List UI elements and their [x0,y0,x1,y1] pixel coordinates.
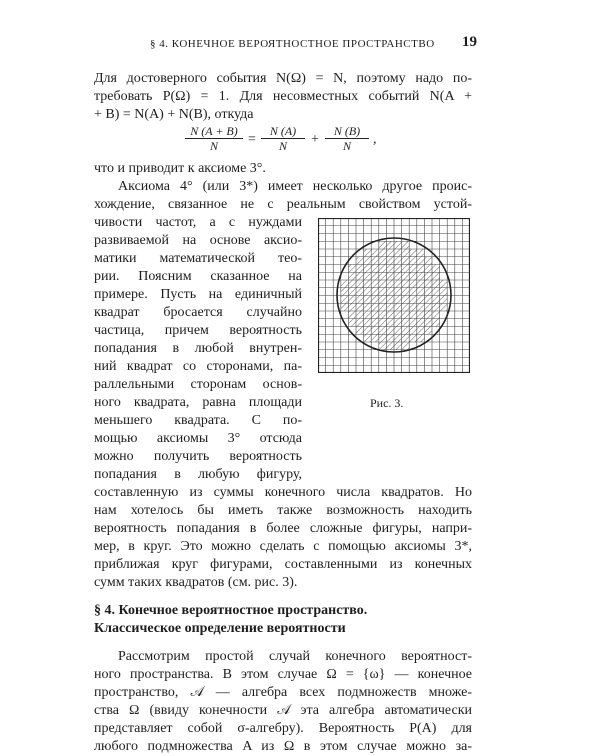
approx-square [409,334,417,342]
approx-square [424,265,432,273]
grid-lines [318,218,470,373]
approx-square [417,288,425,296]
text-line: Для достоверного события N(Ω) = N, поэтому надо по- [94,71,472,86]
approx-square [348,311,356,319]
approx-square [432,272,440,280]
approx-square [402,342,410,350]
approx-square [356,257,364,265]
formula: $\frac{N (A + B)}{N}$ = $\frac{N (A)}{N}$ + $\frac{N (B)}{N}$ , [185,124,425,158]
approx-square [402,249,410,257]
approx-square [386,327,394,335]
approx-square [417,296,425,304]
approx-square [402,303,410,311]
approx-square [379,311,387,319]
approx-square [386,249,394,257]
text-line: Рассмотрим простой случай конечного вероятност- [118,649,472,664]
approx-square [417,265,425,273]
approx-square [424,303,432,311]
approx-square [432,265,440,273]
approx-square [394,319,402,327]
approx-square [409,311,417,319]
approx-square [356,311,364,319]
approx-square [409,249,417,257]
text-line: ства Ω (ввиду конечности 𝒜 эта алгебра автоматически [94,703,472,718]
approx-square [394,334,402,342]
approx-square [402,257,410,265]
approx-square [356,288,364,296]
approx-square [424,311,432,319]
approx-square [379,288,387,296]
approx-square [379,303,387,311]
approx-square [386,296,394,304]
approx-square [379,334,387,342]
approx-square [379,296,387,304]
text-line: мер, в круг. Это можно сделать с помощью аксиомы 3*, [94,539,472,554]
text-line: раллельными сторонам основ- [94,377,302,392]
approx-square [402,319,410,327]
text-line: вероятность попадания в более сложные фигуры, напри- [94,521,472,536]
running-header: § 4. КОНЕЧНОЕ ВЕРОЯТНОСТНОЕ ПРОСТРАНСТВО [150,38,435,50]
approx-square [371,288,379,296]
approx-square [432,296,440,304]
text-line: частица, причем вероятность [94,323,302,338]
approx-square [379,241,387,249]
approx-square [386,241,394,249]
approx-square [386,303,394,311]
approx-square [364,280,372,288]
text-line: приближая круг фигурами, составленными из конечных [94,557,472,572]
text-line: составленную из суммы конечного числа квадратов. Но [94,485,472,500]
approx-square [341,280,349,288]
approx-square [417,303,425,311]
text-line: примере. Пусть на единичный [94,287,302,302]
fraction-lhs: $\frac{N (A + B)}{N}$ [185,124,243,153]
approx-square [348,280,356,288]
approx-square [409,280,417,288]
approx-square [432,303,440,311]
approx-square [432,319,440,327]
approx-square [341,288,349,296]
approx-square [424,272,432,280]
approx-square [348,296,356,304]
approx-square [386,272,394,280]
approx-square [386,265,394,273]
approx-square [371,280,379,288]
text-line: что и приводит к аксиоме 3°. [94,161,266,176]
approx-square [394,311,402,319]
approx-square [394,249,402,257]
approx-square [394,288,402,296]
approx-square [386,319,394,327]
figure-grid-circle [318,218,470,373]
approx-square [356,327,364,335]
approx-square [409,319,417,327]
approx-square [371,334,379,342]
text-line: пространство, 𝒜 — алгебра всех подмножеств множе- [94,685,472,700]
approx-square [402,241,410,249]
approx-square [371,303,379,311]
approx-square [356,280,364,288]
approx-square [371,265,379,273]
approx-square [356,272,364,280]
approx-square [409,257,417,265]
text-line: попадания в любую фигуру, [94,467,302,482]
text-line: ного пространства. В этом случае Ω = {ω} — конечное [94,667,472,682]
approx-square [386,342,394,350]
text-line: ного квадрата, равна площади [94,395,302,410]
approx-square [409,272,417,280]
approx-square [379,265,387,273]
approx-square [409,327,417,335]
section-subtitle: Классическое определение вероятности [94,621,346,636]
approx-square [394,342,402,350]
text-line: чивости частот, а с нуждами [94,215,302,230]
text-line: матики математической тео- [94,251,302,266]
approx-square [364,257,372,265]
approx-square [424,327,432,335]
approx-square [348,272,356,280]
approx-square [409,296,417,304]
approx-square [356,296,364,304]
text-line: нам хотелось бы иметь также возможность находить [94,503,472,518]
approx-square [417,257,425,265]
section-title: § 4. Конечное вероятностное пространство. [94,603,368,618]
approx-square [424,280,432,288]
approx-square [424,319,432,327]
approx-square [379,272,387,280]
approx-square [356,303,364,311]
text-line: Аксиома 4° (или 3*) имеет несколько другое проис- [118,179,472,194]
approx-square [394,265,402,273]
approx-square [386,288,394,296]
approx-square [379,257,387,265]
approx-square [402,288,410,296]
approx-square [417,334,425,342]
approx-square [394,303,402,311]
approx-square [402,311,410,319]
approx-square [364,296,372,304]
approx-square [417,249,425,257]
approx-square [348,319,356,327]
approx-square [364,327,372,335]
approx-square [371,327,379,335]
approx-square [386,280,394,288]
approx-square [402,265,410,273]
text-line: квадрат бросается случайно [94,305,302,320]
approx-square [394,257,402,265]
text-line: развиваемой на основе аксио- [94,233,302,248]
approx-square [364,303,372,311]
fraction-r1: $\frac{N (A)}{N}$ [261,124,305,153]
approx-square [432,311,440,319]
text-line: представляет собой σ-алгебру). Вероятность P(A) для [94,721,472,736]
approx-square [379,327,387,335]
approx-square [348,288,356,296]
approx-square [402,334,410,342]
approx-square [424,257,432,265]
approx-square [409,288,417,296]
approx-square [356,319,364,327]
approx-square [417,311,425,319]
approx-square [371,249,379,257]
text-line: сумм таких квадратов (см. рис. 3). [94,575,298,590]
approx-square [440,280,448,288]
approx-square [394,272,402,280]
page-number: 19 [462,34,477,50]
figure-caption: Рис. 3. [370,396,404,410]
approx-square [402,327,410,335]
approx-square [379,280,387,288]
approx-square [386,311,394,319]
fraction-r2: $\frac{N (B)}{N}$ [325,124,369,153]
text-line: мощью аксиомы 3° отсюда [94,431,302,446]
approx-square [364,319,372,327]
text-line: любого подмножества A из Ω в этом случае можно за- [94,739,472,754]
approx-square [371,257,379,265]
approx-square [409,265,417,273]
approx-square [424,296,432,304]
approx-square [440,303,448,311]
text-line: хождение, связанное не с реальным свойством устой- [94,197,472,212]
approx-square [394,241,402,249]
approx-square [440,288,448,296]
approx-square [364,249,372,257]
text-line: меньшего квадрата. С по- [94,413,302,428]
approx-square [379,249,387,257]
approx-square [417,327,425,335]
approx-square [371,319,379,327]
text-line: ний квадрат со сторонами, па- [94,359,302,374]
approx-square [348,303,356,311]
approx-square [371,272,379,280]
approx-square [417,319,425,327]
approx-square [364,334,372,342]
approx-square [402,272,410,280]
text-line: требовать P(Ω) = 1. Для несовместных событий N(A + [94,89,472,104]
approx-square [394,280,402,288]
approx-square [440,296,448,304]
approx-square [364,288,372,296]
approx-square [417,280,425,288]
approx-square [364,311,372,319]
approx-square [386,334,394,342]
approx-square [394,296,402,304]
approx-square [432,288,440,296]
approx-square [371,296,379,304]
approx-square [371,311,379,319]
approx-square [424,288,432,296]
approx-square [394,327,402,335]
text-line: попадания в любой внутрен- [94,341,302,356]
approx-square [432,280,440,288]
approx-square [379,342,387,350]
approx-square [402,280,410,288]
approx-square [348,265,356,273]
approx-square [341,296,349,304]
approx-square [409,303,417,311]
approx-square [341,303,349,311]
approx-square [402,296,410,304]
approx-square [417,272,425,280]
approx-square [356,265,364,273]
approx-square [364,272,372,280]
approx-square [386,257,394,265]
text-line: + B) = N(A) + N(B), откуда [94,107,254,122]
approx-square [379,319,387,327]
approx-square [364,265,372,273]
text-line: можно получить вероятность [94,449,302,464]
text-line: рии. Поясним сказанное на [94,269,302,284]
